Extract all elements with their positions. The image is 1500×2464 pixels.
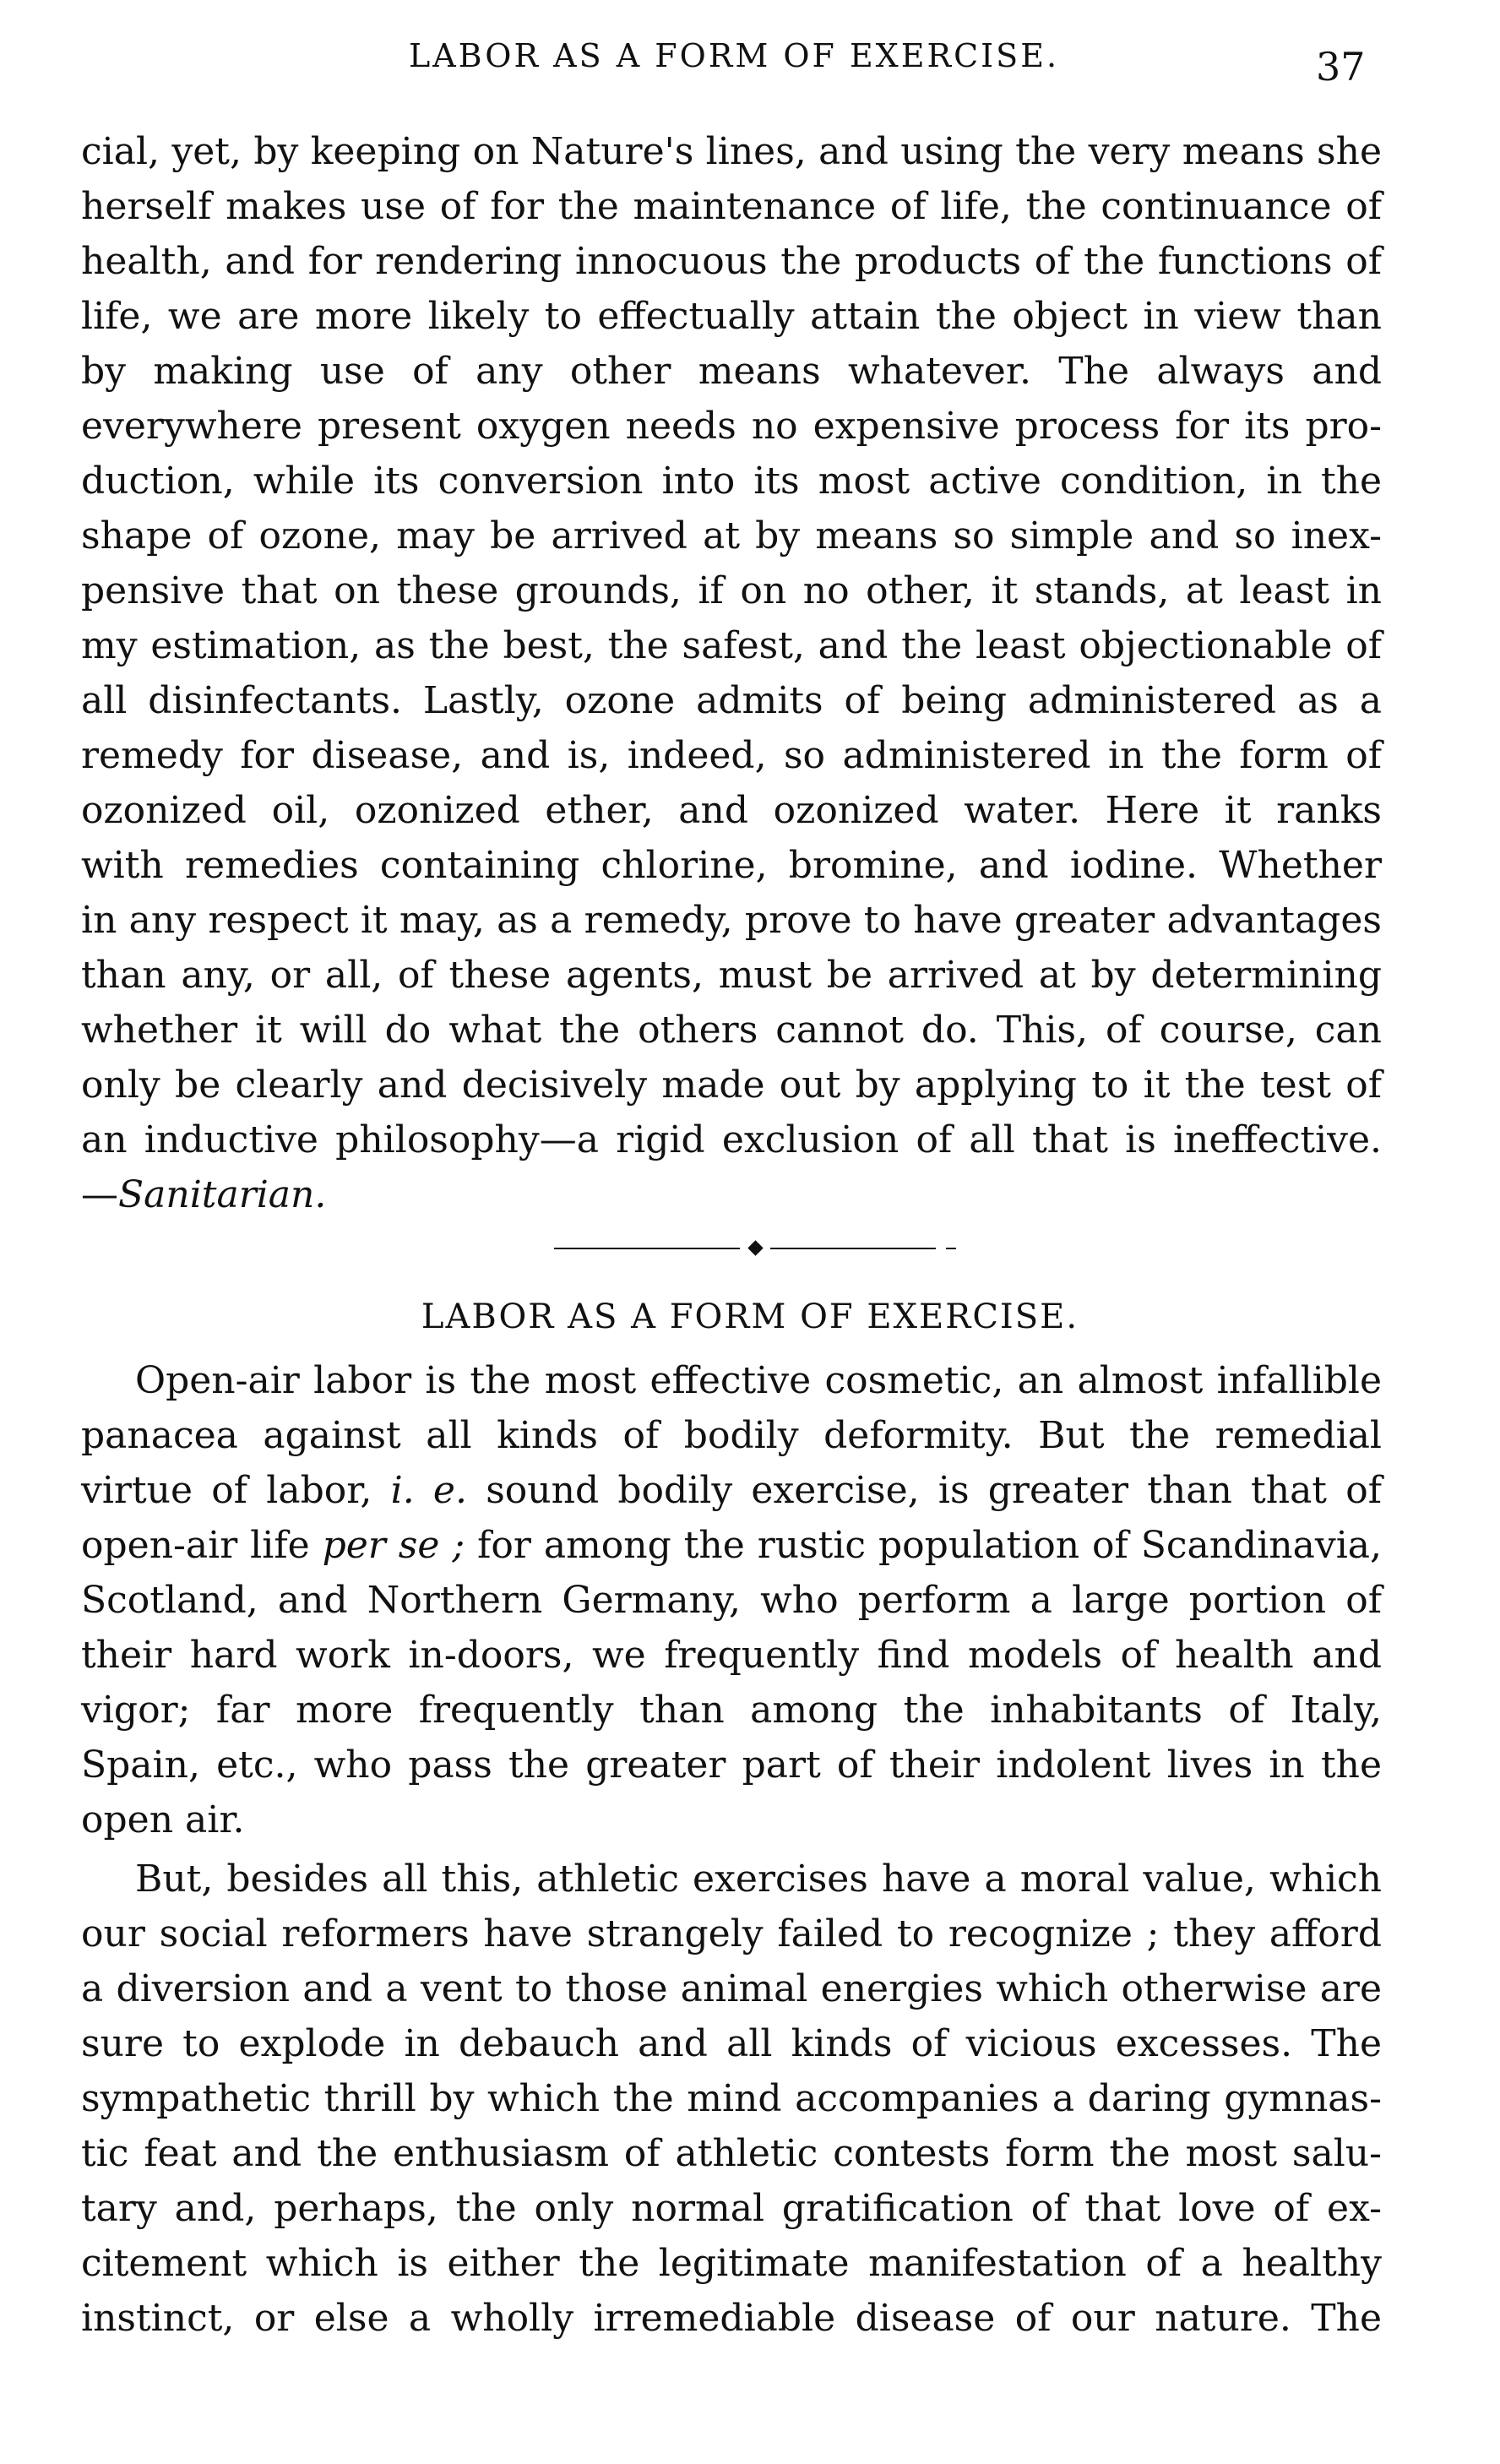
text-line: duction, while its conversion into its most active condition, in the: [81, 460, 1382, 503]
text-line: my estimation, as the best, the safest, and the least objectionable of: [81, 624, 1382, 667]
running-title: LABOR AS A FORM OF EXERCISE.: [409, 37, 1060, 74]
text-line: whether it will do what the others cannot do. This, of course, can: [81, 1009, 1382, 1052]
divider-rule-left: [554, 1248, 740, 1249]
italic-run: per se ;: [322, 1524, 465, 1567]
text-line: remedy for disease, and is, indeed, so administered in the form of: [81, 734, 1382, 777]
text-line: citement which is either the legitimate manifestation of a healthy: [81, 2242, 1382, 2285]
text-line: our social reformers have strangely failed to recognize ; they afford: [81, 1912, 1382, 1955]
text-line: pensive that on these grounds, if on no other, it stands, at least in: [81, 569, 1382, 612]
text-line: everywhere present oxygen needs no expensive process for its pro-: [81, 405, 1382, 448]
text-line: a diversion and a vent to those animal energies which otherwise are: [81, 1967, 1382, 2010]
text-line: sure to explode in debauch and all kinds of vicious excesses. The: [81, 2022, 1382, 2065]
attribution-dash: —: [81, 1173, 118, 1216]
text-line: than any, or all, of these agents, must be arrived at by determining: [81, 954, 1382, 997]
text-line: shape of ozone, may be arrived at by means so simple and so inex-: [81, 514, 1382, 558]
text-line: Open-air labor is the most effective cosmetic, an almost infallible: [135, 1359, 1382, 1402]
text-run: open-air life: [81, 1524, 323, 1567]
text-line: tic feat and the enthusiasm of athletic contests form the most salu-: [81, 2132, 1382, 2175]
text-run: sound bodily exercise, is greater than that of: [466, 1469, 1382, 1512]
italic-run: i. e.: [390, 1469, 467, 1512]
section-title: LABOR AS A FORM OF EXERCISE.: [421, 1297, 1079, 1336]
text-run: virtue of labor,: [81, 1469, 391, 1512]
text-line: an inductive philosophy—a rigid exclusion of all that is ineffective.: [81, 1118, 1382, 1161]
text-line: sympathetic thrill by which the mind accompanies a daring gymnas-: [81, 2077, 1382, 2120]
section-divider: [554, 1240, 959, 1257]
attribution: [81, 1170, 1382, 1221]
text-line: panacea against all kinds of bodily deformity. But the remedial: [81, 1414, 1382, 1457]
text-run: for among the rustic population of Scandinavia,: [465, 1524, 1383, 1567]
page-number: 37: [1316, 44, 1366, 90]
diamond-ornament-icon: [747, 1240, 763, 1255]
text-line: ozonized oil, ozonized ether, and ozonized water. Here it ranks: [81, 789, 1382, 832]
text-line: vigor; far more frequently than among the inhabitants of Italy,: [81, 1689, 1382, 1732]
text-line: herself makes use of for the maintenance of life, the continuance of: [81, 185, 1382, 228]
attribution-source: Sanitarian.: [118, 1173, 327, 1216]
text-line: life, we are more likely to effectually attain the object in view than: [81, 295, 1382, 338]
text-line: Scotland, and Northern Germany, who perform a large portion of: [81, 1579, 1382, 1622]
divider-rule-right: [770, 1248, 936, 1249]
text-line: health, and for rendering innocuous the products of the functions of: [81, 240, 1382, 283]
text-line: their hard work in-doors, we frequently find models of health and: [81, 1634, 1382, 1677]
running-head: [0, 37, 1500, 90]
text-line: tary and, perhaps, the only normal gratification of that love of ex-: [81, 2187, 1382, 2230]
text-line: [81, 1466, 1382, 1516]
text-line: But, besides all this, athletic exercises have a moral value, which: [135, 1858, 1382, 1901]
text-line: Spain, etc., who pass the greater part of their indolent lives in the: [81, 1743, 1382, 1787]
text-line: with remedies containing chlorine, bromine, and iodine. Whether: [81, 844, 1382, 887]
divider-dash: [946, 1248, 956, 1249]
text-line: instinct, or else a wholly irremediable disease of our nature. The: [81, 2297, 1382, 2340]
text-line: in any respect it may, as a remedy, prove to have greater advantages: [81, 899, 1382, 942]
text-line: by making use of any other means whatever. The always and: [81, 350, 1382, 393]
text-line: [81, 1520, 1382, 1571]
text-line: open air.: [81, 1798, 245, 1841]
text-line: only be clearly and decisively made out by applying to it the test of: [81, 1063, 1382, 1107]
text-line: all disinfectants. Lastly, ozone admits of being administered as a: [81, 679, 1382, 722]
text-line: cial, yet, by keeping on Nature's lines, and using the very means she: [81, 130, 1382, 173]
